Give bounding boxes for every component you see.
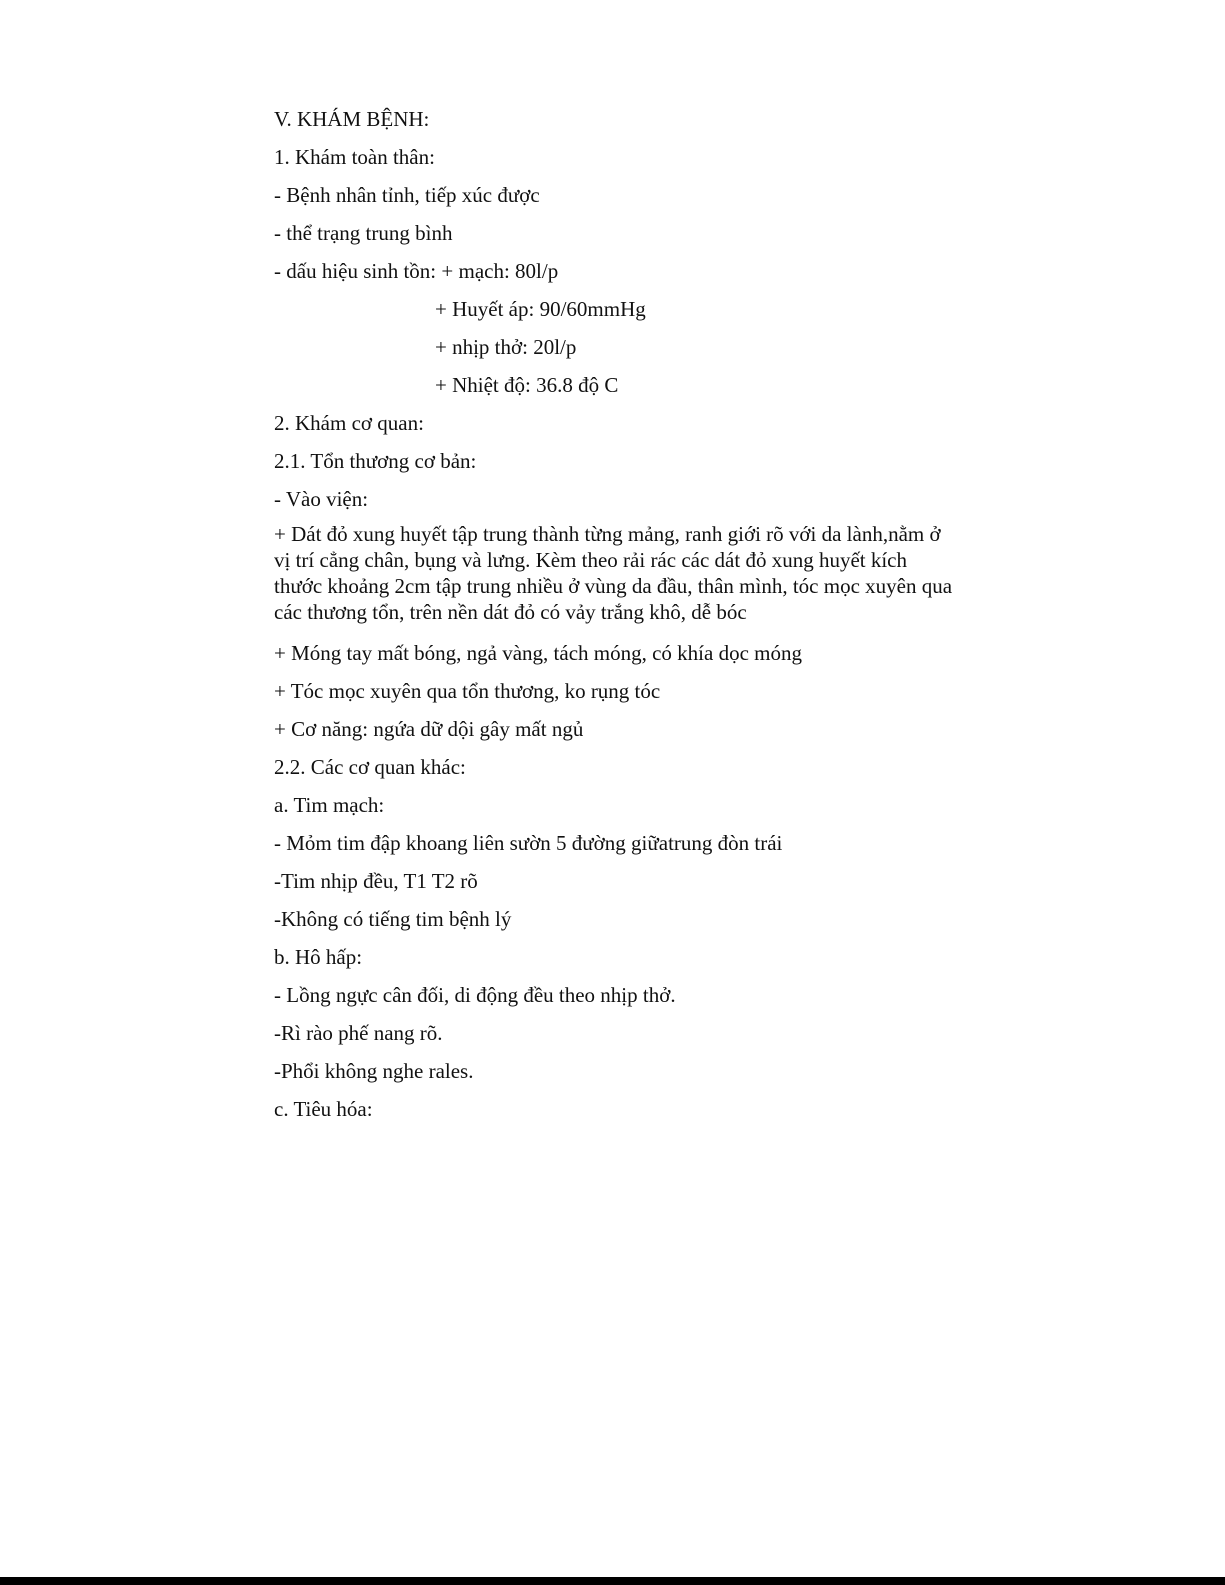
- subsection-heading: b. Hô hấp:: [274, 945, 363, 969]
- vital-blood-pressure: + Huyết áp: 90/60mmHg: [435, 297, 646, 321]
- text-line: - Vào viện:: [274, 487, 369, 511]
- subsection-heading: a. Tim mạch:: [274, 793, 385, 817]
- text-line: -Phổi không nghe rales.: [274, 1059, 474, 1083]
- text-line: -Tim nhịp đều, T1 T2 rõ: [274, 869, 478, 893]
- vital-temperature: + Nhiệt độ: 36.8 độ C: [435, 373, 619, 397]
- text-line: -Rì rào phế nang rõ.: [274, 1021, 443, 1045]
- vital-respiration: + nhịp thở: 20l/p: [435, 335, 577, 359]
- text-line: - Mỏm tim đập khoang liên sườn 5 đường giữatrung đòn trái: [274, 831, 783, 855]
- subsection-heading: c. Tiêu hóa:: [274, 1097, 373, 1121]
- subsection-heading: 1. Khám toàn thân:: [274, 145, 435, 169]
- page-bottom-border: [0, 1577, 1225, 1585]
- subsection-heading: 2. Khám cơ quan:: [274, 411, 424, 435]
- text-line: + Móng tay mất bóng, ngả vàng, tách móng, có khía dọc móng: [274, 641, 802, 665]
- vital-signs-line: - dấu hiệu sinh tồn: + mạch: 80l/p: [274, 259, 559, 283]
- text-line: - Bệnh nhân tỉnh, tiếp xúc được: [274, 183, 540, 207]
- text-line: -Không có tiếng tim bệnh lý: [274, 907, 512, 931]
- document-content: [274, 103, 954, 1131]
- text-line: - thể trạng trung bình: [274, 221, 453, 245]
- text-line: + Tóc mọc xuyên qua tổn thương, ko rụng tóc: [274, 679, 661, 703]
- text-line: - Lồng ngực cân đối, di động đều theo nhịp thở.: [274, 983, 676, 1007]
- subsection-heading: 2.2. Các cơ quan khác:: [274, 755, 466, 779]
- subsection-heading: 2.1. Tổn thương cơ bản:: [274, 449, 477, 473]
- section-heading: V. KHÁM BỆNH:: [274, 107, 430, 131]
- text-line: + Cơ năng: ngứa dữ dội gây mất ngủ: [274, 717, 584, 741]
- lesion-description-paragraph: + Dát đỏ xung huyết tập trung thành từng mảng, ranh giới rõ với da lành,nằm ở vị trí cẳng chân, bụng và lưng. Kèm theo rải rác các dát đỏ xung huyết kích thước khoảng 2cm tập trung nhiều ở vùng da đầu, thân mình, tóc mọc xuyên qua các thương tổn, trên nền dát đỏ có vảy trắng khô, dễ bóc: [274, 522, 953, 624]
